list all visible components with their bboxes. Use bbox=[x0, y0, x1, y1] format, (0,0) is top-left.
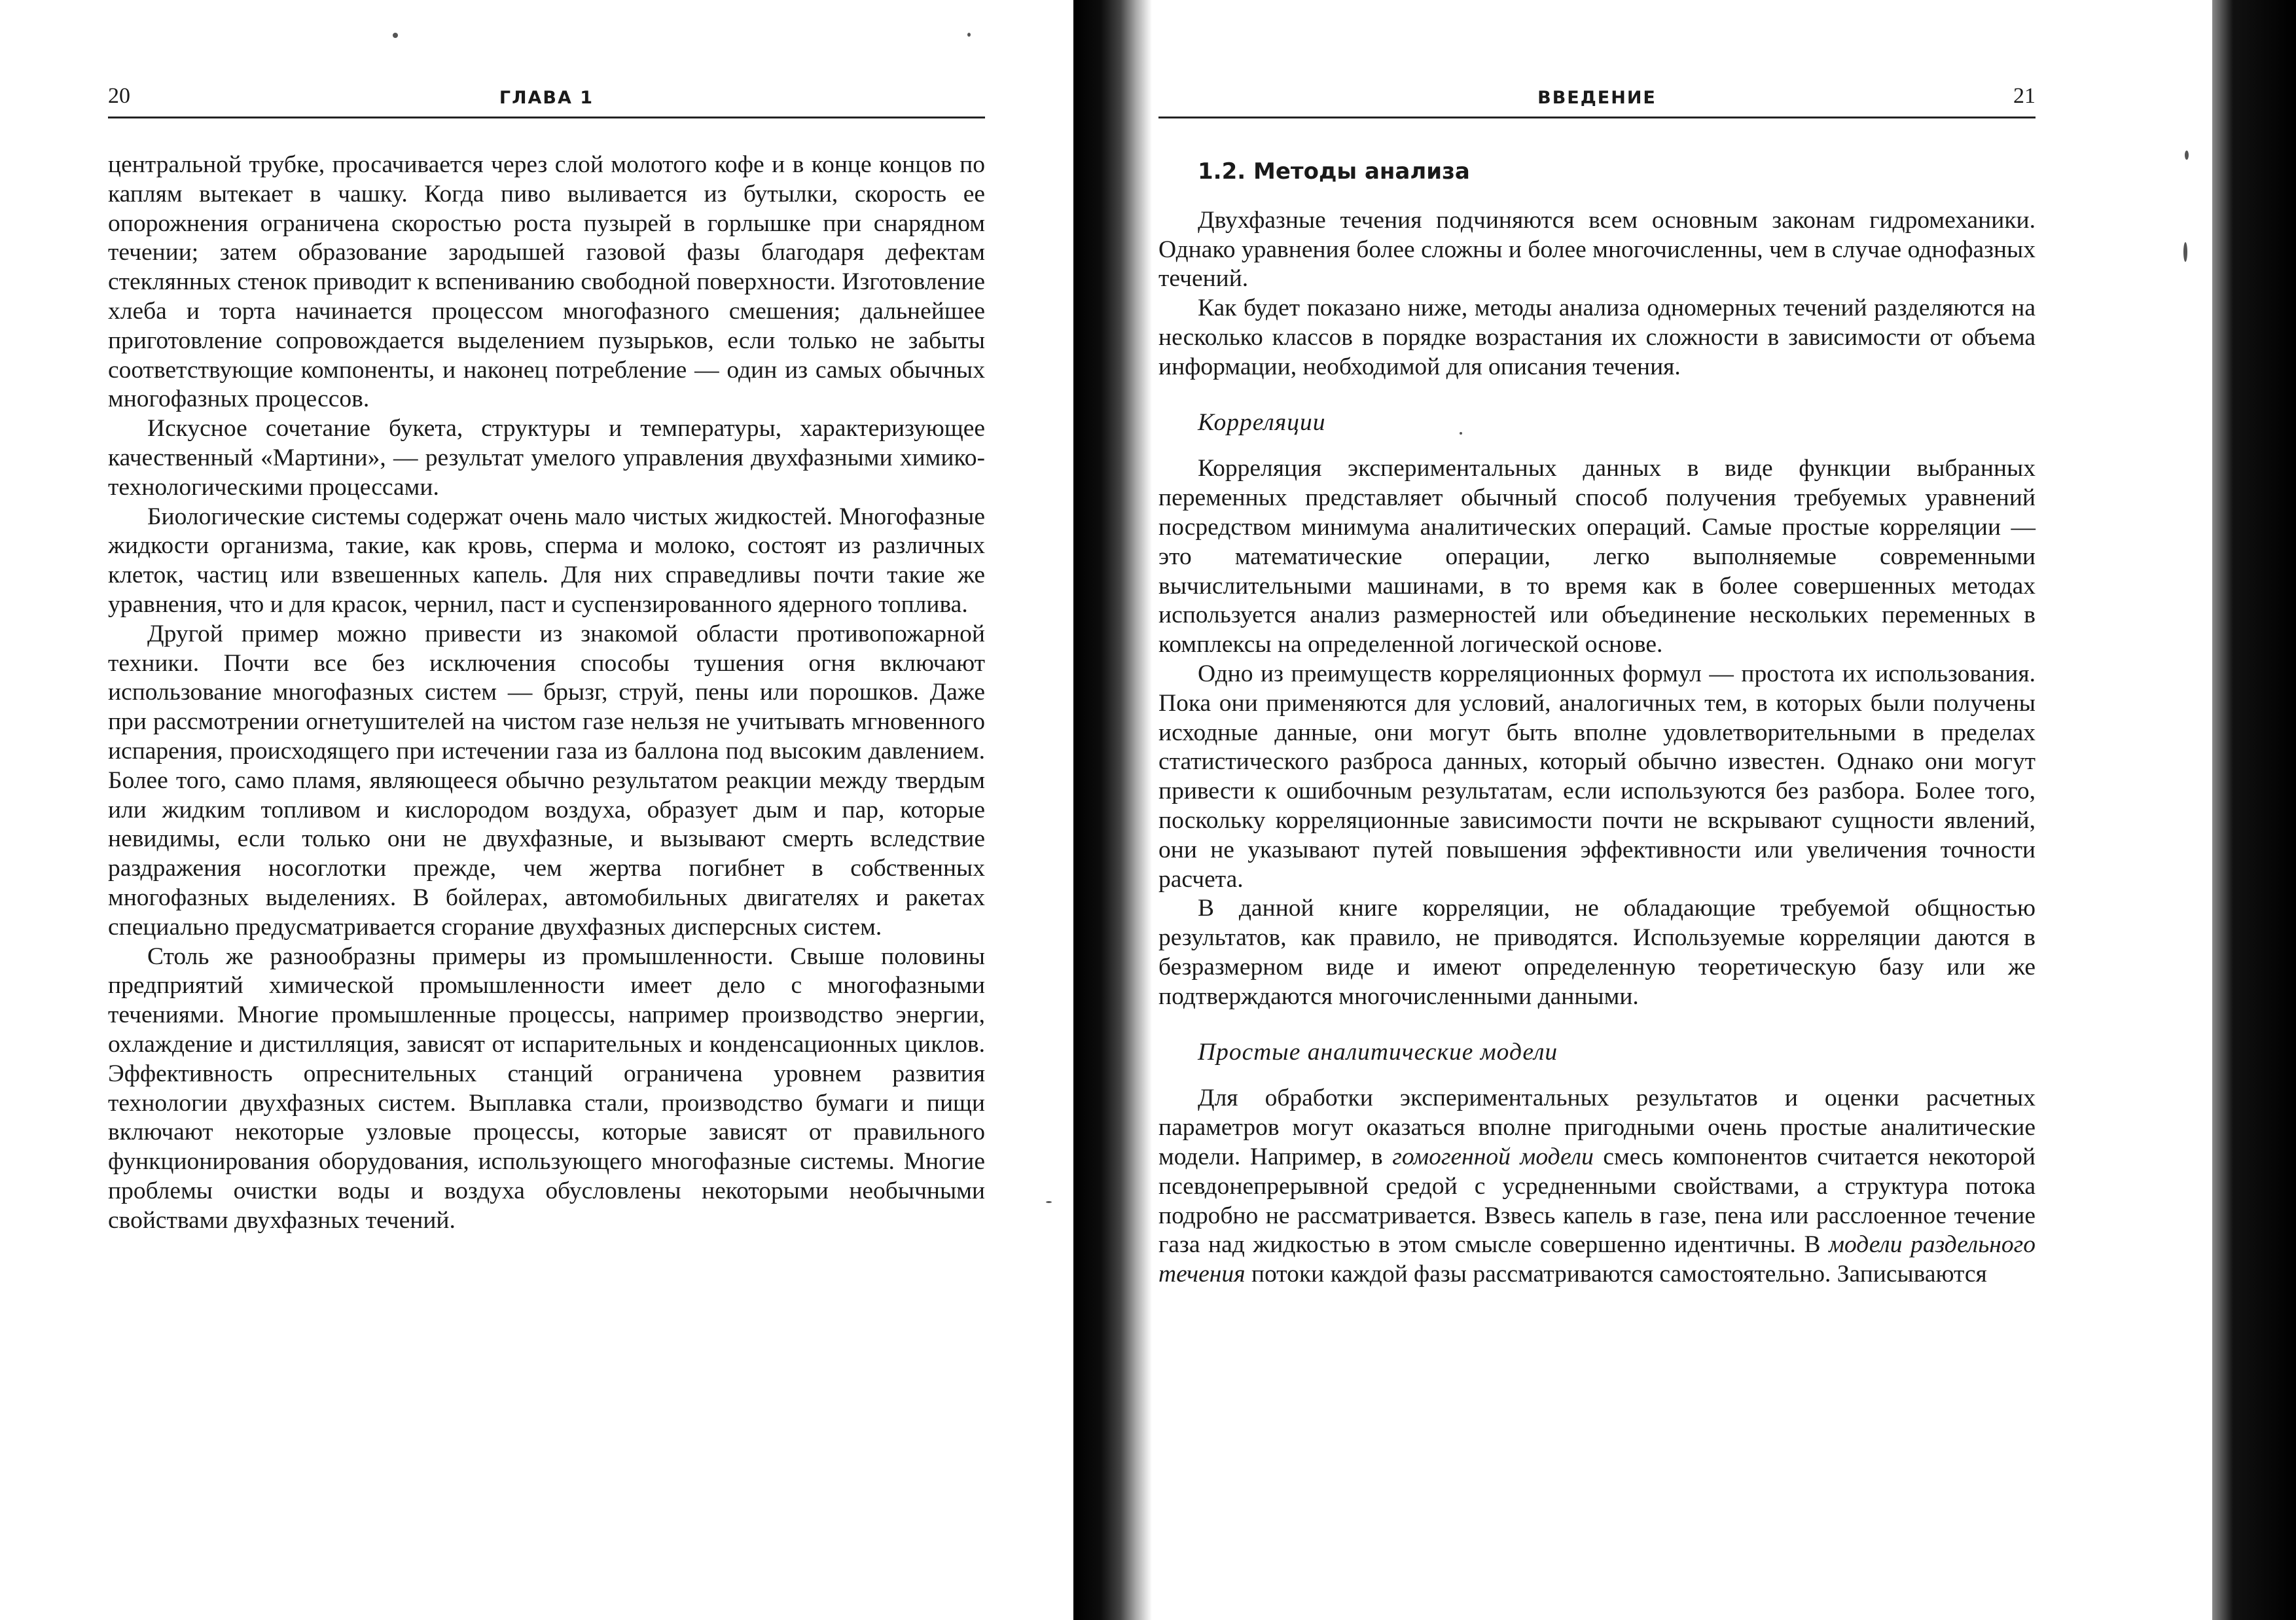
right-body-text bbox=[1158, 157, 2036, 1289]
left-paragraph: центральной трубке, просачивается через слой молотого кофе и в конце концов по каплям вытекает в чашку. Когда пиво выливается из бутылки, скорость ее опорожнения ограничена скоростью роста пузырей в горлышке при снарядном течении; затем образование зародышей газовой фазы благодаря дефектам стеклянных стенок приводит к вспениванию свободной поверхности. Изготовление хлеба и торта начинается процессом многофазного смешения; дальнейшее приготовление сопровождается выделением пузырьков, если только не забыты соответствующие компоненты, и наконец потребление — один из самых обычных многофазных процессов. bbox=[108, 151, 985, 413]
right-edge-shadow bbox=[2212, 0, 2296, 1620]
models-text: потоки каждой фазы рассматриваются самостоятельно. Записываются bbox=[1245, 1261, 1987, 1288]
right-page-number: 21 bbox=[2013, 84, 2036, 108]
subsection-title-models: Простые аналитические модели bbox=[1198, 1038, 1558, 1066]
models-text: Для обработки экспериментальных результатов и оценки расчетных параметров могут оказаться вполне пригодными очень простые аналитические модели. Например, в bbox=[1158, 1085, 2036, 1170]
left-page-number: 20 bbox=[108, 84, 130, 108]
right-running-head: ВВЕДЕНИЕ bbox=[1537, 88, 1657, 108]
scan-speck bbox=[1460, 432, 1462, 435]
correlation-paragraph: Одно из преимуществ корреляционных формул — простота их использования. Пока они применяются для условий, аналогичных тем, в которых были получены исходные данные, они могут быть вполне удовлетворительными в пределах статистического разброса данных, который обычно известен. Однако они могут привести к ошибочным результатам, если используются без разбора. Более того, поскольку корреляционные зависимости почти не вскрывают сущности явлений, они не указывают путей повышения эффективности или увеличения точности расчета. bbox=[1158, 660, 2036, 893]
intro-paragraph: Двухфазные течения подчиняются всем основным законам гидромеханики. Однако уравнения более сложны и более многочисленны, чем в случае однофазных течений. bbox=[1158, 206, 2036, 293]
term-separated-flow-model: модели раздельного течения bbox=[1158, 1231, 2036, 1288]
right-page-header bbox=[1158, 84, 2036, 118]
left-paragraph: Биологические системы содержат очень мало чистых жидкостей. Многофазные жидкости организма, такие, как кровь, сперма и молоко, состоят из различных клеток, частиц или взвешенных капель. Для них справедливы почти такие же уравнения, что и для красок, чернил, паст и суспензированного ядерного топлива. bbox=[108, 503, 985, 618]
left-page bbox=[0, 0, 1073, 1620]
scan-speck bbox=[967, 33, 971, 37]
subsection-title-correlations: Корреляции bbox=[1198, 408, 1326, 436]
correlation-paragraph: Корреляция экспериментальных данных в виде функции выбранных переменных представляет обычный способ получения требуемых уравнений посредством минимума аналитических операций. Самые простые корреляции — это математические операции, легко выполняемые современными вычислительными машинами, в то время как в более совершенных методах используется анализ размерностей или объединение нескольких переменных в комплексы на определенной логической основе. bbox=[1158, 455, 2036, 658]
left-paragraph: Искусное сочетание букета, структуры и температуры, характеризующее качественный «Мартини», — результат умелого управления двухфазными химико-технологическими процессами. bbox=[108, 415, 985, 501]
scan-speck bbox=[393, 33, 398, 38]
correlation-paragraph: В данной книге корреляции, не обладающие требуемой общностью результатов, как правило, не приводятся. Используемые корреляции даются в безразмерном виде и имеют определенную теоретическую базу или же подтверждаются многочисленными данными. bbox=[1158, 895, 2036, 1010]
scan-speck bbox=[1046, 1201, 1052, 1203]
left-paragraph: Столь же разнообразны примеры из промышленности. Свыше половины предприятий химической промышленности имеет дело с многофазными течениями. Многие промышленные процессы, например производство энергии, охлаждение и дистилляция, зависят от испарительных и конденсационных циклов. Эффективность опреснительных станций ограничена уровнем развития технологии двухфазных систем. Выплавка стали, производство бумаги и пищи включают некоторые узловые процессы, которые зависят от правильного функционирования оборудования, использующего многофазные системы. Многие проблемы очистки воды и воздуха обусловлены некоторыми необычными свойствами двухфазных течений. bbox=[108, 943, 985, 1234]
right-page bbox=[1073, 0, 2296, 1620]
left-paragraph: Другой пример можно привести из знакомой области противопожарной техники. Почти все без исключения способы тушения огня включают использование многофазных систем — брызг, струй, пены или порошков. Даже при рассмотрении огнетушителей на чистом газе нельзя не учитывать мгновенного испарения, происходящего при истечении газа из баллона под высоким давлением. Более того, само пламя, являющееся обычно результатом реакции между твердым или жидким топливом и кислородом воздуха, образует дым и пар, которые невидимы, если только они не двухфазные, и вызывают смерть вследствие раздражения носоглотки прежде, чем жертва погибнет в собственных многофазных выделениях. В бойлерах, автомобильных двигателях и ракетах специально предусматривается сгорание двухфазных дисперсных систем. bbox=[108, 620, 985, 941]
models-paragraph bbox=[1158, 1084, 2036, 1289]
left-body-text bbox=[108, 151, 985, 1235]
scan-speck bbox=[2183, 242, 2187, 262]
models-text: смесь компонентов считается некоторой псевдонепрерывной средой с усредненными свойствами, а структура потока подробно не рассматривается. Взвесь капель в газе, пена или расслоенное течение газа над жидкостью в этом смысле совершенно идентичны. В bbox=[1158, 1143, 2036, 1259]
term-homogeneous-model: гомогенной модели bbox=[1392, 1143, 1594, 1170]
section-title: 1.2. Методы анализа bbox=[1198, 158, 1470, 185]
intro-paragraph: Как будет показано ниже, методы анализа одномерных течений разделяются на несколько классов в порядке возрастания их сложности в зависимости от объема информации, необходимой для описания течения. bbox=[1158, 295, 2036, 380]
scan-speck bbox=[2185, 151, 2189, 160]
left-running-head: ГЛАВА 1 bbox=[499, 88, 594, 108]
left-page-header bbox=[108, 84, 985, 118]
